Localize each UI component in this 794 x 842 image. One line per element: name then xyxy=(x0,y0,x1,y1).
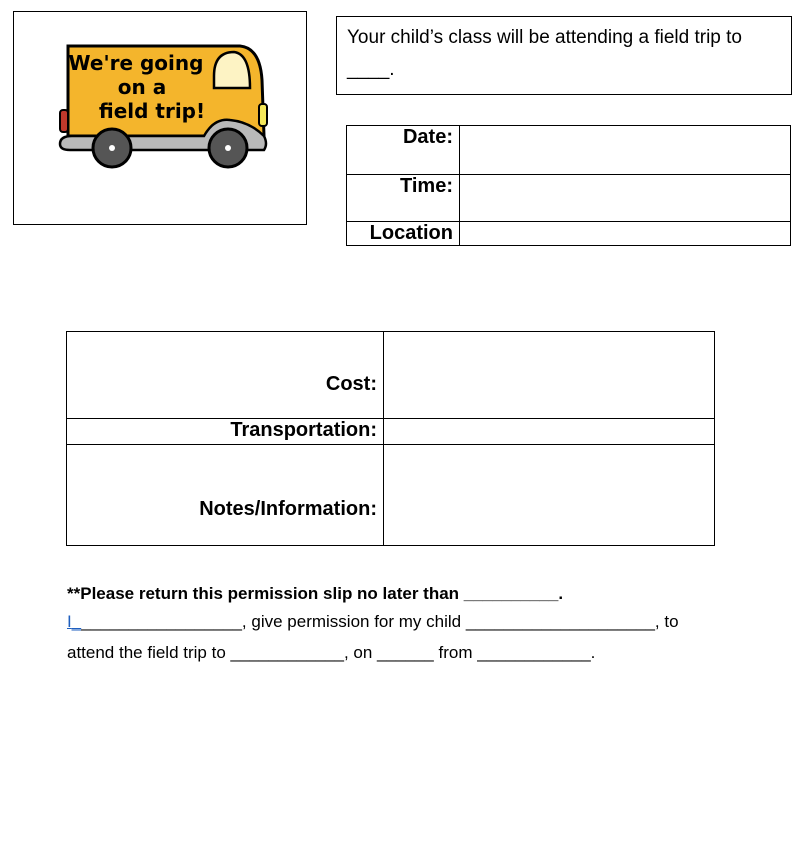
transportation-row xyxy=(67,419,715,445)
intro-text: Your child’s class will be attending a field trip to xyxy=(347,27,743,48)
return-deadline-text: **Please return this permission slip no later than __________. xyxy=(67,584,564,603)
clipart-text-line2: on a xyxy=(117,75,167,99)
intro-box xyxy=(336,16,792,95)
bus-headlight xyxy=(259,104,267,126)
location-field[interactable] xyxy=(460,222,791,246)
time-field[interactable] xyxy=(460,175,791,222)
intro-destination-blank[interactable]: ____. xyxy=(347,59,395,80)
location-row xyxy=(347,222,791,246)
clipart-frame xyxy=(13,11,307,225)
cost-info-table xyxy=(66,331,715,546)
cost-label: Cost: xyxy=(67,332,384,419)
date-row xyxy=(347,126,791,175)
transportation-label: Transportation: xyxy=(67,419,384,445)
time-row xyxy=(347,175,791,222)
parent-name-link[interactable]: I_ xyxy=(67,612,82,631)
notes-label: Notes/Information: xyxy=(67,445,384,546)
parent-permission-line xyxy=(67,606,767,637)
parent-permission-text: _________________, give permission for my child ____________________, to xyxy=(81,612,679,631)
trip-details-table xyxy=(346,125,791,246)
permission-slip xyxy=(67,582,767,668)
date-label: Date: xyxy=(347,126,460,175)
time-label: Time: xyxy=(347,175,460,222)
transportation-field[interactable] xyxy=(384,419,715,445)
location-label: Location xyxy=(347,222,460,246)
notes-row xyxy=(67,445,715,546)
clipart-text-line3: field trip! xyxy=(98,99,206,123)
bus-window xyxy=(214,52,250,88)
clipart-text-line1: We're going xyxy=(68,51,204,75)
notes-field[interactable] xyxy=(384,445,715,546)
school-bus-clipart xyxy=(54,40,274,180)
date-field[interactable] xyxy=(460,126,791,175)
bus-taillight xyxy=(60,110,68,132)
cost-field[interactable] xyxy=(384,332,715,419)
cost-row xyxy=(67,332,715,419)
attendance-line: attend the field trip to ____________, on ______ from ____________. xyxy=(67,643,596,662)
